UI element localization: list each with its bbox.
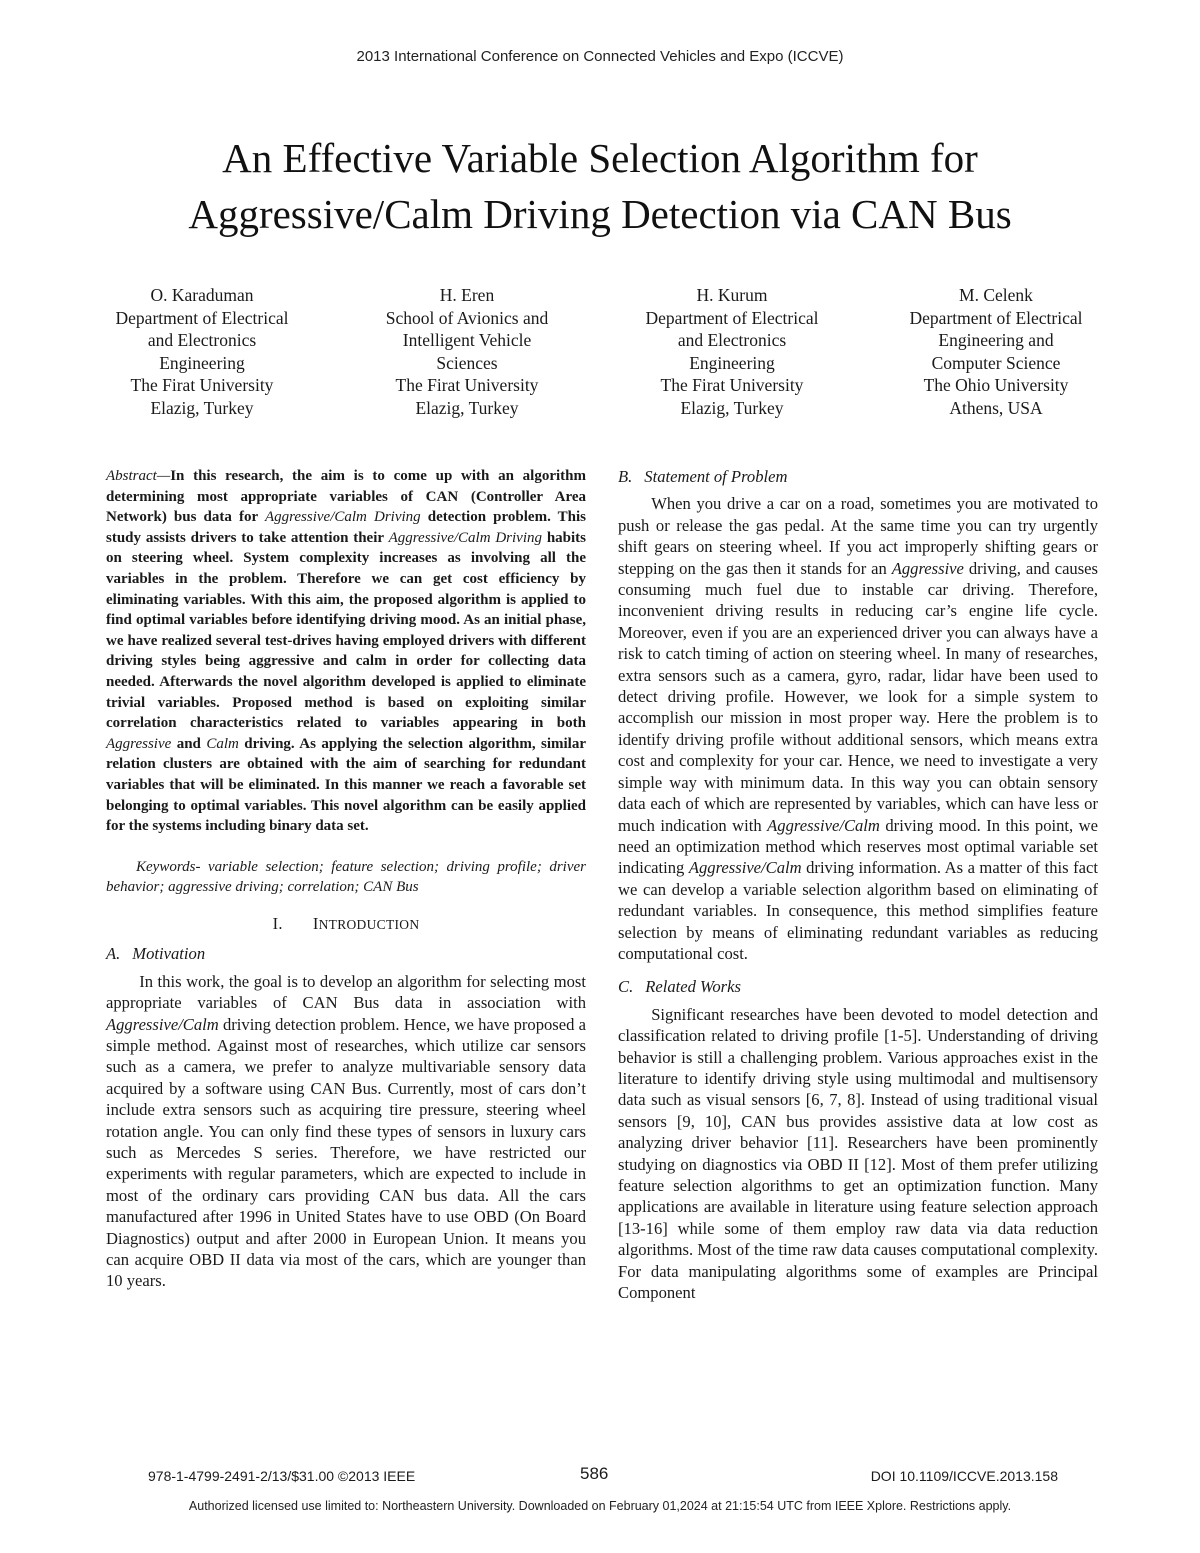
author-name: H. Eren [439, 285, 495, 305]
subsection-heading-related: C. Related Works [618, 977, 741, 997]
author-block [347, 284, 587, 420]
related-paragraph: Significant researches have been devoted to model detection and classification related to driving profile [1-5]. Understanding of driving behavior is still a challenging problem. Various approaches exist in the literature to identify driving style using multimodal and multisensory data such as visual sensors [6, 7, 8]. Instead of using traditional visual sensors [9, 10], CAN bus provides assistive data at low cost as analyzing driver behavior [11]. Researchers have been prominently studying on diagnostics via OBD II [12]. Most of them prefer utilizing feature selection algorithms to get an optimization function. Many applications are available in literature using feature selection approach [13-16] while some of them employ raw data via data reduction algorithms. Most of the time raw data causes computational complexity. For data manipulating algorithms some of examples are Principal Component [618, 1004, 1098, 1303]
author-affiliation-line: Elazig, Turkey [680, 397, 784, 418]
left-column [106, 466, 586, 1292]
author-affiliation-line: Elazig, Turkey [150, 397, 254, 418]
author-affiliation-line: Department of Electrical [909, 307, 1083, 328]
author-affiliation-line: Elazig, Turkey [415, 397, 519, 418]
author-name: O. Karaduman [150, 285, 254, 305]
paper-title [60, 130, 1140, 242]
author-affiliation-line: Engineering and [938, 330, 1054, 351]
author-affiliation-line: The Firat University [130, 375, 274, 396]
abstract: Abstract—In this research, the aim is to come up with an algorithm determining most appropriate variables of CAN (Controller Area Network) bus data for Aggressive/Calm Driving detection problem. This study assists drivers to take attention their Aggressive/Calm Driving habits on steering wheel. System complexity increases as involving all the variables in the problem. Therefore we can get cost efficiency by eliminating variables. With this aim, the proposed algorithm is applied to find optimal variables before identifying driving mood. As an initial phase, we have realized several test-drives having employed drivers with different driving styles being aggressive and calm in order for collecting data needed. Afterwards the novel algorithm developed is applied to eliminate trivial variables. Proposed method is based on exploiting similar correlation characteristics related to variables appearing in both Aggressive and Calm driving. As applying the selection algorithm, similar relation clusters are obtained with the aim of searching for redundant variables that will be eliminated. In this manner we reach a favorable set belonging to optimal variables. This novel algorithm can be easily applied for the systems including binary data set. [106, 468, 587, 835]
author-affiliation-line: Intelligent Vehicle [402, 330, 532, 351]
author-affiliation-line: Department of Electrical [115, 307, 289, 328]
motivation-paragraph: In this work, the goal is to develop an algorithm for selecting most appropriate variables of CAN Bus data in association with Aggressive/Calm driving detection problem. Hence, we have proposed a simple method. Against most of researches, which utilize car sensors such as a camera, we prefer to analyze multivariable sensory data acquired by a software using CAN Bus. Currently, most of cars don’t include extra sensors such as acquiring tire pressure, steering wheel rotation angle. You can only find these types of sensors in luxury cars such as Mercedes S series. Therefore, we have restricted our experiments with regular parameters, which are expected to include in most of the ordinary cars providing CAN bus data. All the cars manufactured after 1996 in United States have to use OBD (On Board Diagnostics) output and after 2000 in European Union. It means you can acquire OBD II data via most of the cars, which are younger than 10 years. [106, 971, 586, 1291]
page-number: 586 [580, 1464, 609, 1483]
problem-paragraph: When you drive a car on a road, sometimes you are motivated to push or release the gas pedal. At the same time you can try urgently shift gears on steering wheel. If you act improperly shifting gears or stepping on the gas then it stands for an Aggressive driving, and causes consuming much fuel due to instable car driving. Therefore, inconvenient driving results in reducing car’s engine life cycle. Moreover, even if you are an experienced driver you can always have a risk to catch timing of action on steering wheel. In many of researches, extra sensors such as a camera, gyro, radar, lidar have been used to detect driving profile. However, we look for a simple system to accomplish our mission in most proper way. Here the problem is to identify driving profile without additional sensors, which means extra cost and complexity for your car. Hence, we need to investigate a very simple way with minimum data. In this way you can obtain sensory data each of which are represented by variables, which can have less or much indication with Aggressive/Calm driving mood. In this point, we need an optimization method which reserves most optimal variable set indicating Aggressive/Calm driving information. As a matter of this fact we can develop a variable selection algorithm based on eliminating of redundant variables. In consequence, this method simplifies feature selection by means of eliminating redundant variables as reducing computational cost. [618, 494, 1099, 963]
author-affiliation-line: The Firat University [395, 375, 539, 396]
title-line-1: An Effective Variable Selection Algorithm for [222, 135, 978, 181]
footer-doi: DOI 10.1109/ICCVE.2013.158 [870, 1468, 1058, 1484]
abstract-label: Abstract [106, 468, 157, 484]
author-affiliation-line: Engineering [159, 352, 245, 373]
author-affiliation-line: Computer Science [931, 352, 1061, 373]
section-heading-introduction: I. INTRODUCTION [272, 913, 420, 933]
keywords: Keywords- variable selection; feature selection; driving profile; driver behavior; aggressive driving; correlation; CAN Bus [106, 858, 586, 896]
title-line-2: Aggressive/Calm Driving Detection via CAN Bus [188, 191, 1012, 237]
author-affiliation-line: The Ohio University [923, 375, 1069, 396]
author-affiliation-line: The Firat University [660, 375, 804, 396]
author-name: M. Celenk [959, 285, 1033, 305]
author-block [612, 284, 852, 420]
author-affiliation-line: Department of Electrical [645, 307, 819, 328]
author-block [876, 284, 1116, 420]
author-affiliation-line: Engineering [689, 352, 775, 373]
author-block [82, 284, 322, 420]
author-affiliation-line: School of Avionics and [385, 307, 549, 328]
author-affiliation-line: and Electronics [147, 330, 257, 351]
subsection-heading-problem: B. Statement of Problem [618, 467, 788, 486]
footer-isbn: 978-1-4799-2491-2/13/$31.00 ©2013 IEEE [148, 1468, 416, 1484]
conference-header: 2013 International Conference on Connected Vehicles and Expo (ICCVE) [356, 48, 844, 65]
author-name: H. Kurum [696, 285, 768, 305]
author-affiliation-line: and Electronics [677, 330, 787, 351]
license-notice: Authorized licensed use limited to: Northeastern University. Downloaded on February 01,2024 at 21:15:54 UTC from IEEE Xplore. Restrictions apply. [188, 1499, 1012, 1513]
author-affiliation-line: Athens, USA [949, 397, 1043, 418]
subsection-heading-motivation: A. Motivation [106, 944, 206, 964]
author-affiliation-line: Sciences [436, 352, 498, 373]
right-column [618, 466, 1098, 1303]
